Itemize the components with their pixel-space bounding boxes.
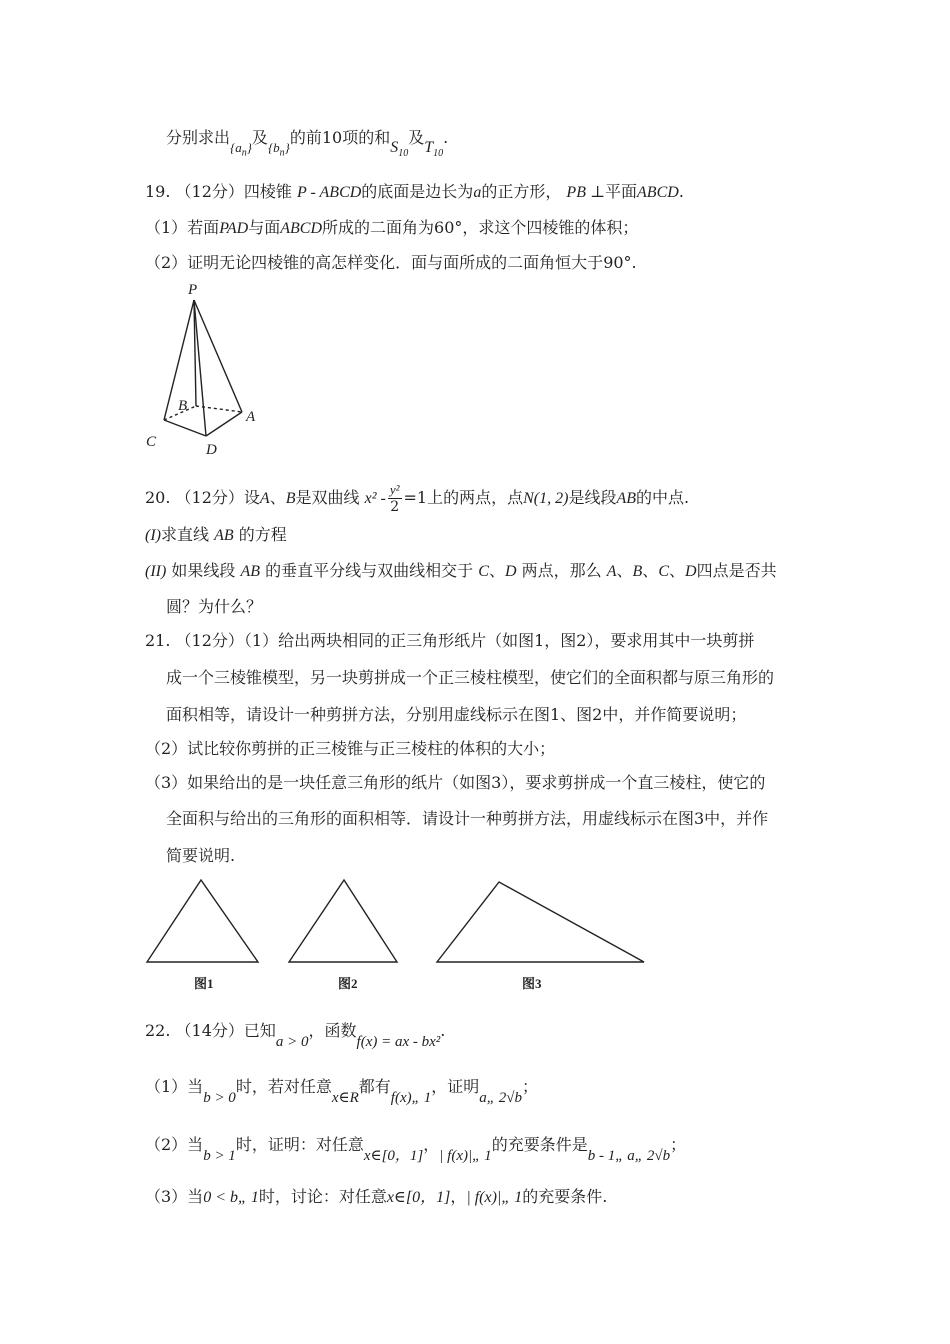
q22-p2-x: x∈[0，1] xyxy=(363,1148,424,1164)
q19-abcd: ABCD xyxy=(637,184,679,201)
q22-p3-text2: 时，讨论：对任意 xyxy=(258,1187,387,1206)
q20-part2-cont xyxy=(166,596,262,618)
q22-p1-b0: b > 0 xyxy=(203,1090,236,1106)
q19-text3: 的正方形， xyxy=(481,182,562,201)
q20-p2-sep2: 、 xyxy=(616,561,633,580)
q20-text3: 上的两点，点 xyxy=(427,488,524,507)
prev-text: 分别求出 xyxy=(166,128,231,147)
q19-pyramid: P - ABCD xyxy=(297,184,362,201)
q20-fraction xyxy=(388,482,402,515)
q22-text: 22. （14分）已知 xyxy=(145,1021,276,1040)
q19-p2-end: . xyxy=(631,253,637,272)
q20-eq: =1 xyxy=(403,488,428,507)
q20-p2-c2: C xyxy=(658,563,669,580)
q22-p2-f: | f(x)|„ 1 xyxy=(439,1148,492,1164)
prev-line xyxy=(166,127,449,160)
pyramid-svg xyxy=(140,278,270,458)
q19-deg90: 90° xyxy=(603,253,632,272)
q20-sep: 、 xyxy=(269,488,286,507)
q22-p2-res: b - 1„ a„ 2√b xyxy=(587,1148,671,1164)
q22-p1-text4: ，证明 xyxy=(431,1077,480,1096)
q20-p1-num: (I) xyxy=(145,527,161,544)
q19-stem xyxy=(145,181,684,204)
triangles-svg xyxy=(140,872,660,997)
prev-sum: 的前10项的和 xyxy=(289,128,391,147)
q21-line5: （3）如果给出的是一块任意三角形的纸片（如图3），要求剪拼成一个直三棱柱，使它的 xyxy=(145,773,766,792)
q20-frac-num: y² xyxy=(389,482,400,497)
bn-symbol: {b xyxy=(267,140,280,155)
q22-p2-text: （2）当 xyxy=(145,1135,204,1154)
q20-part1 xyxy=(145,524,287,547)
q22-text3: . xyxy=(440,1021,446,1040)
q20-a: A xyxy=(259,490,270,507)
q22-part3 xyxy=(145,1186,607,1209)
triangle-3 xyxy=(437,882,644,962)
q19-p1-text2: 与面 xyxy=(248,218,281,237)
q21-line6: 全面积与给出的三角形的面积相等．请设计一种剪拼方法，用虚线标示在图3中，并作 xyxy=(166,809,769,828)
q22-p2-sep: ， xyxy=(423,1135,440,1154)
q22-part2 xyxy=(145,1130,687,1164)
fig1-label: 图1 xyxy=(194,976,214,991)
label-c: C xyxy=(146,434,157,450)
q20-x2: x² - xyxy=(364,490,386,507)
q20-n: N(1, 2) xyxy=(523,490,569,507)
q19-part1 xyxy=(145,217,638,240)
an-set: {an} xyxy=(230,140,252,159)
q22-p1-text2: 时，若对任意 xyxy=(235,1077,332,1096)
fig2-label: 图2 xyxy=(338,976,358,991)
q20-text4: 是线段 xyxy=(568,488,617,507)
q20-p2-text5: 圆？为什么？ xyxy=(166,597,263,616)
triangles-figure xyxy=(140,872,660,997)
q20-p2-sep3: 、 xyxy=(642,561,659,580)
t10-symbol: T xyxy=(424,139,434,156)
prev-and-2: 及 xyxy=(408,128,425,147)
q22-p3-f: | f(x)|„ 1 xyxy=(466,1189,523,1206)
q20-frac-den: 2 xyxy=(390,499,400,515)
q20-p2-sep4: 、 xyxy=(668,561,685,580)
q20-b: B xyxy=(285,490,296,507)
q19-text2: 的底面是边长为 xyxy=(361,182,474,201)
triangle-1 xyxy=(147,880,258,962)
q20-p2-b2: B xyxy=(632,563,643,580)
q22-part1 xyxy=(145,1072,539,1106)
q20-p1-text2: 的方程 xyxy=(238,525,287,544)
q20-text: 20. （12分）设 xyxy=(145,488,260,507)
q20-p2-d: D xyxy=(504,563,517,580)
q22-stem xyxy=(145,1016,446,1050)
q22-p3-b: 0 < b„ 1 xyxy=(203,1189,259,1206)
q20-p2-text4: 四点是否共 xyxy=(696,561,777,580)
q21-line7: 简要说明. xyxy=(166,846,236,865)
q22-p2-b1: b > 1 xyxy=(203,1148,236,1164)
label-a: A xyxy=(246,409,256,425)
q19-a: a xyxy=(473,184,482,201)
q22-p3-text: （3）当 xyxy=(145,1187,204,1206)
q22-p3-end: 的充要条件. xyxy=(522,1187,608,1206)
q19-p1-text: （1）若面 xyxy=(145,218,220,237)
pyramid-figure xyxy=(140,278,270,458)
q19-pb: PB ⊥ xyxy=(566,184,606,201)
s10: $S_{10}$ xyxy=(390,139,409,160)
prev-and: 及 xyxy=(251,128,268,147)
q22-p1-res: a„ 2√b xyxy=(479,1090,523,1106)
an-symbol: {a xyxy=(230,140,242,155)
q20-ab: AB xyxy=(616,490,636,507)
bn-set: {bn} xyxy=(267,140,290,159)
q22-p2-text3: 的充要条件是 xyxy=(491,1135,588,1154)
q20-p2-num: (II) xyxy=(145,563,167,580)
q20-p2-text2: 的垂直平分线与双曲线相交于 xyxy=(265,561,474,580)
q19-pad: PAD xyxy=(219,220,249,237)
q19-deg60: 60° xyxy=(434,218,463,237)
q20-p2-ab: AB xyxy=(240,563,261,580)
q20-p2-text: 如果线段 xyxy=(171,561,236,580)
q22-p1-end: ； xyxy=(522,1077,539,1096)
edge-cd xyxy=(164,420,206,436)
q20-text2: 是双曲线 xyxy=(295,488,360,507)
q22-cond: a > 0 xyxy=(275,1034,309,1050)
label-p: P xyxy=(188,282,198,298)
q21-line3: 面积相等，请设计一种剪拼方法，分别用虚线标示在图1、图2中，并作简要说明； xyxy=(166,705,747,724)
q20-p2-text3: 两点，那么 xyxy=(521,561,602,580)
q22-p2-text2: 时，证明：对任意 xyxy=(235,1135,364,1154)
q19-text: 19. （12分）四棱锥 xyxy=(145,182,292,201)
q20-p2-sep1: 、 xyxy=(488,561,505,580)
q22-p1-text: （1）当 xyxy=(145,1077,204,1096)
q19-p1-text4: ，求这个四棱锥的体积； xyxy=(462,218,639,237)
q19-p1-text3: 所成的二面角为 xyxy=(322,218,435,237)
q20-p2-d2: D xyxy=(685,563,697,580)
edge-ba xyxy=(196,406,242,412)
q19-abcd2: ABCD xyxy=(280,220,323,237)
edge-da xyxy=(206,412,242,436)
edge-pa xyxy=(194,300,242,412)
q22-p1-xr: x∈R xyxy=(331,1090,359,1106)
q20-stem xyxy=(145,480,689,517)
q22-p3-x: x∈[0，1] xyxy=(386,1189,451,1206)
q22-fx: f(x) = ax - bx² xyxy=(356,1034,441,1050)
q22-p3-sep: ， xyxy=(450,1187,467,1206)
q20-p1-text: 求直线 xyxy=(160,525,209,544)
q20-p2-a2: A xyxy=(606,563,617,580)
label-d: D xyxy=(206,442,217,458)
q22-p1-text3: 都有 xyxy=(358,1077,391,1096)
q19-text4: 平面 xyxy=(605,182,638,201)
q19-p2-text: （2）证明无论四棱锥的高怎样变化．面与面所成的二面角恒大于 xyxy=(145,253,604,272)
prev-end: . xyxy=(443,128,449,147)
q22-text2: ，函数 xyxy=(308,1021,357,1040)
q20-p1-ab: AB xyxy=(214,527,234,544)
q21-line1: 21. （12分）（1）给出两块相同的正三角形纸片（如图1，图2），要求用其中一块剪拼 xyxy=(145,631,755,650)
q22-p1-f: f(x)„ 1 xyxy=(390,1090,432,1106)
q19-part2 xyxy=(145,252,637,274)
q22-p2-end: ； xyxy=(670,1135,687,1154)
label-b: B xyxy=(178,398,188,414)
q21-line4: （2）试比较你剪拼的正三棱锥与正三棱柱的体积的大小； xyxy=(145,739,556,758)
q21-line2: 成一个三棱锥模型，另一块剪拼成一个正三棱柱模型，使它们的全面积都与原三角形的 xyxy=(166,668,775,687)
t10: $T_{10}$ xyxy=(424,139,444,160)
fig3-label: 图3 xyxy=(522,976,542,991)
q19-text5: . xyxy=(678,182,684,201)
q20-text5: 的中点. xyxy=(636,488,690,507)
s10-symbol: S xyxy=(390,139,399,156)
q20-part2 xyxy=(145,560,777,583)
q20-p2-c: C xyxy=(478,563,489,580)
triangle-2 xyxy=(289,880,397,962)
